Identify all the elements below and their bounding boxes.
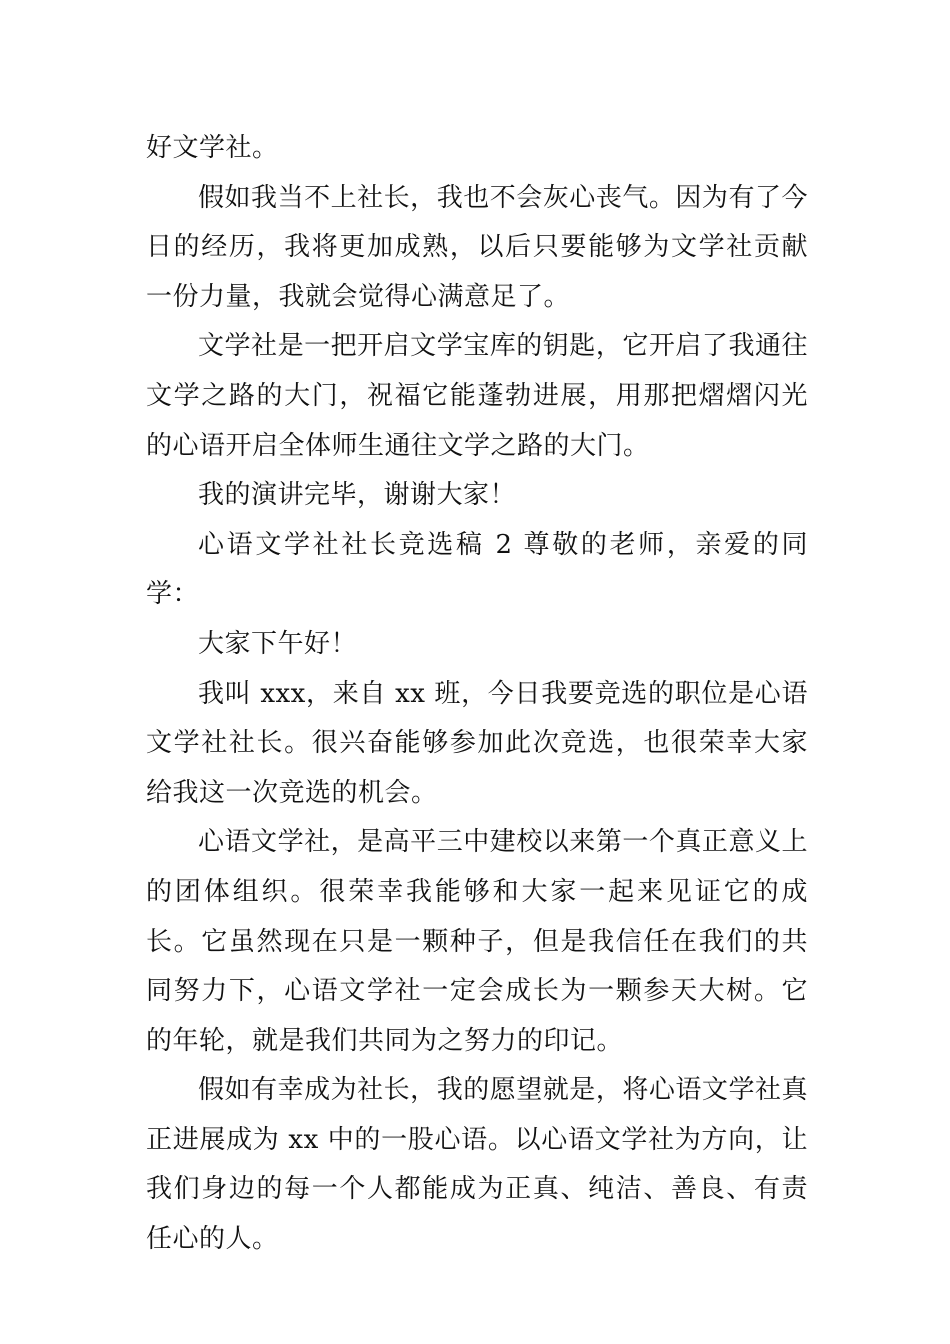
paragraph-6: 大家下午好！ xyxy=(198,628,358,659)
paragraph-4: 我的演讲完毕，谢谢大家！ xyxy=(198,480,517,511)
paragraph-8: 心语文学社，是高平三中建校以来第一个真正意义上的团体组织。很荣幸我能够和大家一起来见证它的成长。它虽然现在只是一颗种子，但是我信任在我们的共同努力下，心语文学社一定会成长为一颗参天大树。它的年轮，就是我们共同为之努力的印记。 xyxy=(146,827,808,1056)
paragraph-9: 假如有幸成为社长，我的愿望就是，将心语文学社真正进展成为 xx 中的一股心语。以心语文学社为方向，让我们身边的每一个人都能成为正真、纯洁、善良、有责任心的人。 xyxy=(146,1075,808,1255)
document-body xyxy=(146,124,808,1265)
paragraph-2: 假如我当不上社长，我也不会灰心丧气。因为有了今日的经历，我将更加成熟，以后只要能够为文学社贡献一份力量，我就会觉得心满意足了。 xyxy=(146,182,808,312)
paragraph-3: 文学社是一把开启文学宝库的钥匙，它开启了我通往文学之路的大门，祝福它能蓬勃进展，用那把熠熠闪光的心语开启全体师生通往文学之路的大门。 xyxy=(146,331,808,461)
paragraph-1: 好文学社。 xyxy=(146,133,279,163)
paragraph-7: 我叫 xxx，来自 xx 班，今日我要竞选的职位是心语文学社社长。很兴奋能够参加此次竞选，也很荣幸大家给我这一次竞选的机会。 xyxy=(146,678,808,808)
paragraph-5: 心语文学社社长竞选稿 2 尊敬的老师，亲爱的同学： xyxy=(146,529,808,610)
